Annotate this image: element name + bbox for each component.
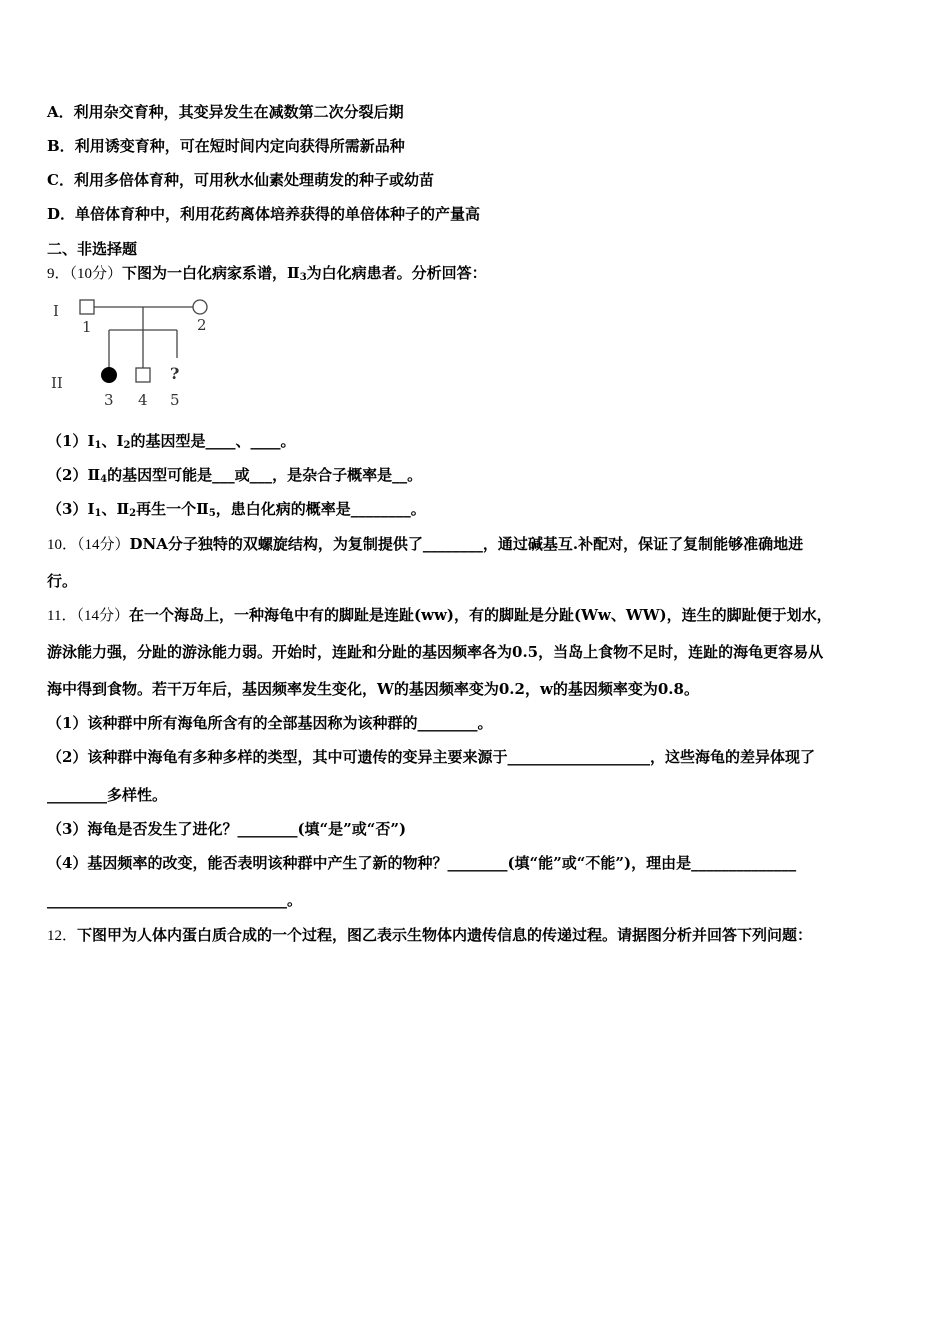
- q11-sub2: （2）该种群中海龟有多种多样的类型，其中可遗传的变异主要来源于___________________，这些海龟的差异体现了: [47, 748, 815, 766]
- q9-stem: 9．（10分）下图为一白化病家系谱，$Ⅱ_3$为白化病患者。分析回答：: [47, 264, 487, 283]
- question-number: 10．: [47, 537, 78, 553]
- section-title: 二、非选择题: [47, 240, 138, 258]
- option-letter: C．: [47, 171, 74, 189]
- q10-stem-cont: 行。: [47, 572, 78, 590]
- option-d: [47, 204, 480, 224]
- q9-sub1: $(1)Ⅰ_1$、$Ⅰ_2$的基因型是____、____。: [47, 432, 296, 451]
- unknown-marker: ?: [170, 364, 180, 383]
- option-text: 利用诱变育种，可在短时间内定向获得所需新品种: [74, 137, 405, 155]
- q9-sub3: $(3)Ⅰ_1$、$Ⅱ_2$再生一个$Ⅱ_5$，患白化病的概率是________。: [47, 500, 426, 519]
- option-text: 利用多倍体育种，可用秋水仙素处理萌发的种子或幼苗: [73, 171, 434, 189]
- option-text: 利用杂交育种，其变异发生在减数第二次分裂后期: [73, 103, 404, 121]
- question-score: （14分）: [77, 537, 130, 553]
- question-number: 9．: [47, 266, 70, 282]
- female-affected-symbol: [101, 367, 117, 383]
- option-letter: D．: [47, 205, 76, 223]
- generation-label-1: I: [53, 302, 59, 320]
- female-unaffected-symbol: [193, 300, 207, 314]
- q9-sub2: $(2)Ⅱ_4$的基因型可能是___或___，是杂合子概率是__。: [47, 466, 423, 485]
- q11-sub2-cont: ________多样性。: [47, 786, 168, 804]
- question-score: （14分）: [76, 608, 129, 624]
- q11-sub4-cont: ________________________________。: [47, 891, 303, 909]
- question-score: （10分）: [69, 266, 123, 282]
- question-number: 11．: [47, 608, 77, 624]
- option-a: [47, 102, 404, 122]
- option-c: [47, 170, 434, 190]
- male-unaffected-symbol: [136, 368, 150, 382]
- question-number: 12．: [47, 928, 78, 944]
- option-letter: B．: [47, 137, 75, 155]
- q11-sub1: （1）该种群中所有海龟所含有的全部基因称为该种群的________。: [47, 714, 493, 732]
- individual-number: 1: [82, 318, 92, 336]
- individual-number: 4: [138, 391, 148, 409]
- individual-number: 3: [104, 391, 114, 409]
- q11-stem-line2: 游泳能力强，分趾的游泳能力弱。开始时，连趾和分趾的基因频率各为0.5，当岛上食物不足时，连趾的海龟更容易从: [47, 643, 824, 661]
- q10-stem: 10．（14分）DNA分子独特的双螺旋结构，为复制提供了________，通过碱基互.补配对，保证了复制能够准确地进: [47, 535, 804, 553]
- pedigree-diagram: [47, 296, 237, 416]
- option-letter: A．: [47, 103, 74, 121]
- option-b: [47, 136, 405, 156]
- option-text: 单倍体育种中，利用花药离体培养获得的单倍体种子的产量高: [75, 205, 481, 223]
- q11-sub4: （4）基因频率的改变，能否表明该种群中产生了新的物种？________(填“能”或“不能”)，理由是______________: [47, 854, 797, 872]
- q11-stem: 11．（14分）在一个海岛上，一种海龟中有的脚趾是连趾(ww)，有的脚趾是分趾(Ww、WW)，连生的脚趾便于划水，: [47, 606, 832, 624]
- individual-number: 5: [170, 391, 180, 409]
- q12-stem: 12．下图甲为人体内蛋白质合成的一个过程，图乙表示生物体内遗传信息的传递过程。请据图分析并回答下列问题：: [47, 926, 813, 944]
- male-unaffected-symbol: [80, 300, 94, 314]
- q11-sub3: （3）海龟是否发生了进化？________(填“是”或“否”): [47, 820, 407, 838]
- generation-label-2: II: [51, 374, 63, 392]
- individual-number: 2: [197, 316, 207, 334]
- q11-stem-line3: 海中得到食物。若干万年后，基因频率发生变化，W的基因频率变为0.2，w的基因频率变为0.8。: [47, 680, 699, 698]
